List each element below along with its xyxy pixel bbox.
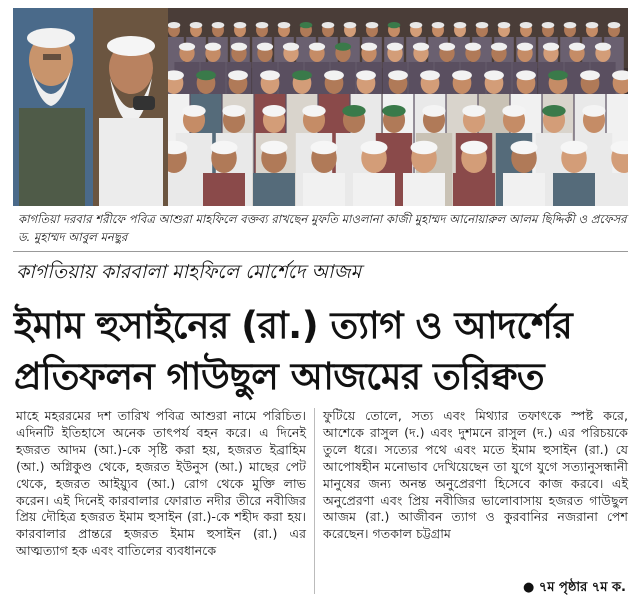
main-headline-line-1: ইমাম হুসাইনের (রা.) ত্যাগ ও আদর্শের bbox=[14, 304, 573, 347]
article-column-right: ফুটিয়ে তোলে, সত্য এবং মিথ্যার তফাৎকে স্পষ্ট করে, আশেকে রাসুল (দ.) এবং দুশমনে রাসুল (দ.) এর পরিচয়কে তুলে ধরে। সত্যের পথে এবং মতে ইমাম হুসাইন (রা.) যে আপোষহীন মনোভাব দেখিয়েছেন তা যুগে যুগে সত্যানুসন্ধানী মানুষের জন্য অনন্ত অনুপ্রেরণা হিসেবে কাজ করবে। এই অনুপ্রেরণা এবং প্রিয় নবীজির ভালোবাসায় হজরত গাউছুল আজম (রা.) আজীবন ত্যাগ ও কুরবানির নজরানা পেশ করেছেন। গতকাল চট্টগ্রাম bbox=[323, 408, 628, 542]
continued-jump-label: ● ৭ম পৃষ্ঠার ৭ম ক. bbox=[522, 580, 626, 595]
divider bbox=[13, 251, 628, 252]
speakers-photo bbox=[13, 8, 168, 206]
column-divider bbox=[314, 408, 315, 594]
congregation-photo bbox=[168, 8, 628, 206]
kicker-headline: কাগতিয়ায় কারবালা মাহফিলে মোর্শেদে আজম bbox=[16, 261, 362, 283]
news-photo bbox=[13, 8, 628, 206]
photo-caption: কাগতিয়া দরবার শরীফে পবিত্র আশুরা মাহফিলে বক্তব্য রাখছেন মুফতি মাওলানা কাজী মুহাম্মদ আনোয়ারুল আলম ছিদ্দিকী ও প্রফেসর ড. মুহাম্মদ আবুল মনছুর bbox=[18, 212, 627, 244]
main-headline-line-2: প্রতিফলন গাউছুল আজমের তরিক্বত bbox=[14, 355, 545, 398]
article-column-left: মাহে মহররমের দশ তারিখ পবিত্র আশুরা নামে পরিচিত। এদিনটি ইতিহাসে অনেক তাৎপর্য বহন করে। এ দিনেই হজরত আদম (আ.)-কে সৃষ্টি করা হয়, হজরত ইব্রাহিম (আ.) অগ্নিকুণ্ড থেকে, হজরত ইউনুস (আ.) মাছের পেট থেকে, হজরত আইয়্যুব (আ.) রোগ থেকে মুক্তি লাভ করেন। এই দিনেই কারবালার ফোরাত নদীর তীরে নবীজির প্রিয় দৌহিত্র হজরত ইমাম হুসাইন (রা.)-কে শহীদ করা হয়। কারবালার প্রান্তরে হজরত ইমাম হুসাইন (রা.) এর আত্মত্যাগ হক এবং বাতিলের ব্যবধানকে bbox=[16, 408, 306, 559]
